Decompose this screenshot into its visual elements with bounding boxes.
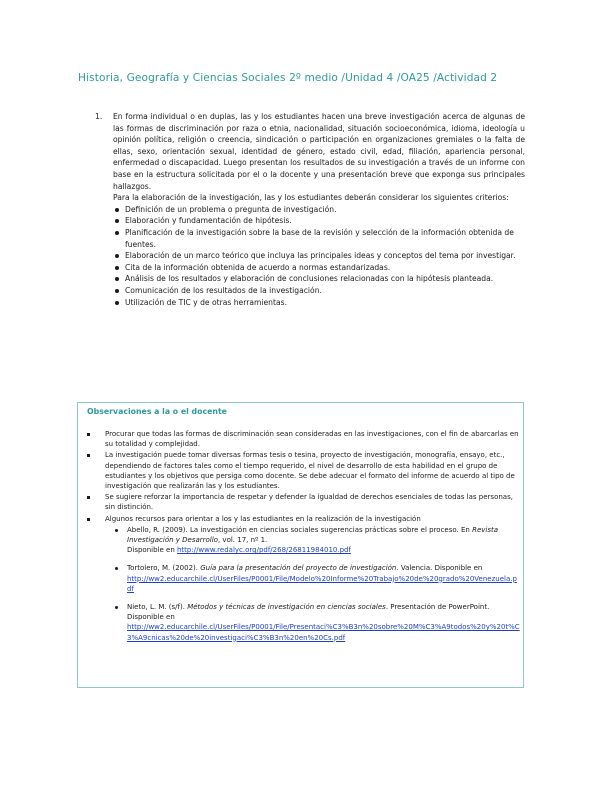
reference-link[interactable]: http://www.redalyc.org/pdf/268/26811984010.pdf — [176, 546, 351, 555]
note-item: Procurar que todas las formas de discriminación sean consideradas en las investigaciones, con el fin de abarcarlas en su totalidad y complejidad. — [84, 429, 520, 449]
activity-number: 1. — [95, 112, 103, 121]
reference-item: Abello, R. (2009). La investigación en ciencias sociales sugerencias prácticas sobre el proceso. En Revista Investigación y Desarrollo, vol. 17, nº 1. Disponible en http://www.redalyc.org/pdf/268/26811984010.pdf — [105, 525, 520, 556]
note-item: Se sugiere reforzar la importancia de respetar y defender la igualdad de derechos esenciales de todas las personas, sin distinción. — [84, 492, 520, 512]
reference-link[interactable]: http://ww2.educarchile.cl/UserFiles/P0001/File/Presentaci%C3%B3n%20sobre%20M%C3%A9todos%20y%20t%C3%A9cnicas%20de%20investigaci%C3%B3n%20en%20Cs.pdf — [127, 623, 520, 642]
reference-item: Tortolero, M. (2002). Guía para la presentación del proyecto de investigación. Valencia. Disponible en http://ww2.educarchile.cl/UserFiles/P0001/File/Modelo%20Informe%20Trabajo%20de%20grado%20Venezuela.pdf — [105, 563, 520, 594]
criteria-item: Análisis de los resultados y elaboración de conclusiones relacionadas con la hipótesis planteada. — [113, 273, 525, 285]
teacher-notes-box — [77, 402, 524, 688]
resources-label: Algunos recursos para orientar a los y las estudiantes en la realización de la investigación — [105, 514, 421, 523]
criteria-item: Comunicación de los resultados de la investigación. — [113, 285, 525, 297]
activity-section — [95, 111, 525, 308]
reference-list — [105, 525, 520, 643]
criteria-item: Elaboración de un marco teórico que incluya las principales ideas y conceptos del tema por investigar. — [113, 250, 525, 262]
reference-journal: Revista Investigación y Desarrollo — [127, 525, 499, 545]
teacher-notes-title: Observaciones a la o el docente — [87, 407, 227, 416]
note-item: La investigación puede tomar diversas formas tesis o tesina, proyecto de investigación, monografía, ensayo, etc., dependiendo de factores tales como el tiempo requerido, el nivel de desarrollo de esta habilidad en el grupo de estudiantes y los objetivos que persiga como docente. Se debe adecuar el formato del informe de acuerdo al tipo de investigación que realizarán las y los estudiantes. — [84, 450, 520, 491]
criteria-item: Cita de la información obtenida de acuerdo a normas estandarizadas. — [113, 262, 525, 274]
activity-intro: En forma individual o en duplas, las y los estudiantes hacen una breve investigación acerca de algunas de las formas de discriminación por raza o etnia, nacionalidad, situación socioeconómica, idioma, ideología u opinión política, religión o creencia, sindicación o participación en organizaciones gremiales o la falta de ellas, sexo, orientación sexual, identidad de género, estado civil, edad, filiación, apariencia personal, enfermedad o discapacidad. Luego presentan los resultados de su investigación a través de un informe con base en la estructura solicitada por el o la docente y una presentación breve que exponga sus principales hallazgos. — [113, 112, 525, 191]
reference-link[interactable]: http://ww2.educarchile.cl/UserFiles/P0001/File/Modelo%20Informe%20Trabajo%20de%20grado%20Venezuela.pdf — [127, 574, 517, 593]
page-header-title: Historia, Geografía y Ciencias Sociales 2º medio /Unidad 4 /OA25 /Actividad 2 — [78, 72, 498, 84]
reference-item: Nieto, L. M. (s/f). Métodos y técnicas de investigación en ciencias sociales. Presentación de PowerPoint. Disponible en http://ww2.educarchile.cl/UserFiles/P0001/File/Presentaci%C3%B3n%20sobre%20M%C3%A9todos%20y%20t%C3%A9cnicas%20de%20investigaci%C3%B3n%20en%20Cs.pdf — [105, 602, 520, 643]
criteria-intro: Para la elaboración de la investigación, las y los estudiantes deberán considerar los siguientes criterios: — [113, 193, 509, 203]
criteria-item: Planificación de la investigación sobre la base de la revisión y selección de la información obtenida de fuentes. — [113, 227, 525, 250]
teacher-notes-list — [84, 429, 520, 651]
reference-title: Métodos y técnicas de investigación en ciencias sociales — [187, 603, 386, 612]
reference-title: Guía para la presentación del proyecto de investigación — [200, 564, 397, 573]
criteria-item: Elaboración y fundamentación de hipótesis. — [113, 215, 525, 227]
activity-body — [113, 111, 525, 308]
criteria-item: Utilización de TIC y de otras herramientas. — [113, 297, 525, 309]
note-item-resources — [84, 514, 520, 643]
criteria-item: Definición de un problema o pregunta de investigación. — [113, 204, 525, 216]
criteria-list — [113, 204, 525, 308]
